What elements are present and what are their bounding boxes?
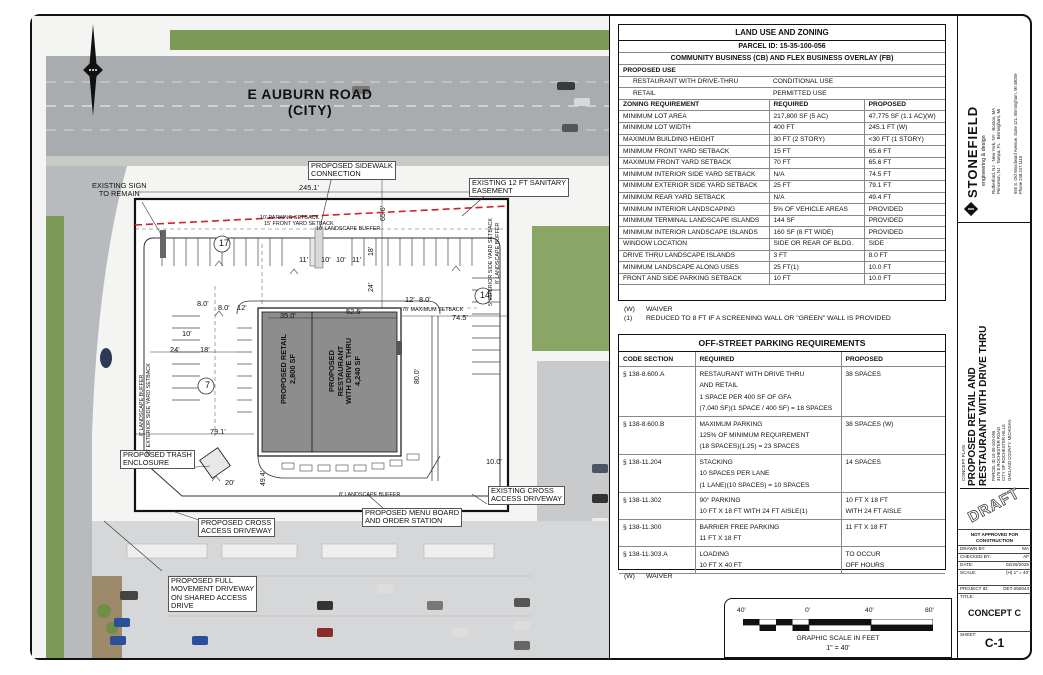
parking-required-line: (18 SPACES)(1.25) = 23 SPACES (699, 443, 800, 451)
use-name: RETAIL (619, 88, 769, 100)
zoning-cell: MINIMUM LOT WIDTH (619, 122, 769, 134)
project-info: PARCEL ID 15-35-100-056 3175 E ROCHESTER ROAD CITY OF ROCHESTER HILLS OAKLAND COUNTY, MICHIGAN (991, 419, 1012, 481)
parking-required (695, 417, 841, 455)
callout-proposed-full-movement: PROPOSED FULL MOVEMENT DRIVEWAY ON SHARED ACCESS DRIVE (168, 576, 257, 612)
zoning-cell: 3 FT (769, 250, 864, 262)
use-status: PERMITTED USE (769, 88, 945, 100)
zoning-cell: 15 FT (769, 146, 864, 158)
tb-field-value: DET-250044 (1003, 586, 1029, 591)
zoning-cell: SIDE (864, 238, 945, 250)
use-name: RESTAURANT WITH DRIVE-THRU (619, 76, 769, 88)
parking-row (619, 547, 945, 574)
zoning-cell: MINIMUM TERMINAL LANDSCAPE ISLANDS (619, 215, 769, 227)
title-block (957, 16, 1030, 658)
stall-count-east: 14 (480, 290, 491, 300)
parking-proposed-line: OFF HOURS (845, 562, 885, 569)
parking-required-line: LOADING (699, 550, 730, 558)
zoning-row (619, 227, 945, 239)
scale-bar (743, 619, 933, 631)
parking-note (624, 573, 673, 580)
zoning-row (619, 146, 945, 158)
zoning-cell: MINIMUM EXTERIOR SIDE YARD SETBACK (619, 180, 769, 192)
callout-proposed-trash: PROPOSED TRASH ENCLOSURE (120, 450, 195, 469)
note-text: WAIVER (646, 573, 673, 580)
parking-header-row (619, 352, 945, 367)
parking-header: REQUIRED (695, 352, 841, 367)
parking-proposed (841, 367, 945, 417)
parking-row (619, 417, 945, 455)
firm-sub: engineering & design (981, 135, 987, 186)
zoning-cell: 10.0 FT (864, 273, 945, 285)
tb-title-cell (958, 593, 1031, 631)
zoning-cell: 65.6 FT (864, 146, 945, 158)
zoning-row (619, 122, 945, 134)
setback-max: 70' MAXIMUM SETBACK (402, 307, 464, 313)
parking-requirements-table (618, 334, 946, 570)
callout-existing-easement: EXISTING 12 FT SANITARY EASEMENT (469, 178, 569, 197)
tb-field-drawn (958, 545, 1031, 552)
zoning-cell: 5% OF VEHICLE AREAS (769, 204, 864, 216)
firm-offices: Rutherford, NJ · New York, NY · Boston, MA Princeton, NJ · Tampa, FL · Birmingham, MI (991, 107, 1002, 194)
zoning-cell: 160 SF (8 FT WIDE) (769, 227, 864, 239)
note-key: (W) (624, 306, 635, 313)
use-row (619, 76, 945, 88)
tb-field-value: 02/26/2025 (1006, 562, 1029, 567)
zoning-cell: 8.0 FT (864, 250, 945, 262)
use-row (619, 88, 945, 100)
dim-12a: 12' (237, 303, 247, 312)
dim-bld-right: 52.5' (346, 307, 362, 316)
zoning-cell: 25 FT (769, 180, 864, 192)
zoning-cell: 245.1 FT (W) (864, 122, 945, 134)
parking-row (619, 493, 945, 520)
draft-stamp: DRAFT (965, 484, 1023, 527)
parking-proposed (841, 520, 945, 547)
zoning-row (619, 180, 945, 192)
plan-type: CONCEPT PLAN (961, 445, 966, 481)
setback-landscape-bottom: 8' LANDSCAPE BUFFER (339, 492, 401, 498)
setback-interior-side: 5' INTERIOR SIDE YARD SETBACK (488, 218, 494, 306)
setback-landscape-right: 8' LANDSCAPE BUFFER (495, 222, 501, 284)
stonefield-logo-icon (964, 202, 978, 216)
parking-code: § 138-11.302 (619, 493, 695, 520)
parking-code: § 138-11.303.A (619, 547, 695, 574)
zoning-cell: MAXIMUM FRONT YARD SETBACK (619, 157, 769, 169)
land-use-grid (619, 65, 945, 285)
callout-proposed-cross-access: PROPOSED CROSS ACCESS DRIVEWAY (198, 518, 275, 537)
zoning-cell: <30 FT (1 STORY) (864, 134, 945, 146)
land-use-district: COMMUNITY BUSINESS (CB) AND FLEX BUSINESS OVERLAY (FB) (619, 53, 945, 65)
note-text: WAIVER (646, 306, 673, 313)
zoning-row (619, 250, 945, 262)
parking-required-line: (1 LANE)(10 SPACES) = 10 SPACES (699, 481, 810, 489)
setback-front-yard: 15' FRONT YARD SETBACK (264, 221, 334, 227)
parking-required-line: 90° PARKING (699, 496, 741, 504)
tb-field-scale (958, 569, 1031, 576)
land-use-zoning-table (618, 24, 946, 301)
tb-field-project (958, 585, 1031, 592)
dim-74-5: 74.5' (452, 313, 468, 322)
road-name-line1: E AUBURN ROAD (247, 86, 373, 102)
building-retail-label: PROPOSED RETAIL 2,800 SF (279, 333, 297, 405)
building-restaurant-label: PROPOSED RESTAURANT WITH DRIVE THRU 4,240 SF (327, 337, 362, 405)
parking-required-line: 10 FT X 18 FT WITH 24 FT AISLE(1) (699, 508, 808, 516)
parking-required-line: MAXIMUM PARKING (699, 420, 763, 428)
zoning-cell: MAXIMUM BUILDING HEIGHT (619, 134, 769, 146)
site-plan (32, 16, 610, 658)
callout-proposed-menu-board: PROPOSED MENU BOARD AND ORDER STATION (362, 508, 462, 527)
dim-24b: 24' (170, 345, 180, 354)
parking-required (695, 455, 841, 493)
callout-proposed-sidewalk: PROPOSED SIDEWALK CONNECTION (308, 161, 396, 180)
zoning-row (619, 192, 945, 204)
land-use-parcel: PARCEL ID: 15-35-100-056 (619, 41, 945, 53)
scale-tick-0: 40' (737, 607, 746, 614)
parking-proposed (841, 493, 945, 520)
zoning-cell: 70 FT (769, 157, 864, 169)
setback-landscape-top: 10' LANDSCAPE BUFFER (316, 226, 381, 232)
dim-18b: 18' (200, 345, 210, 354)
parking-code: § 138-8.600.B (619, 417, 695, 455)
dim-65-6: 65.6' (380, 206, 387, 221)
zoning-cell: 49.4 FT (864, 192, 945, 204)
tb-field-label: PROJECT ID: (960, 586, 989, 591)
zoning-cell: WINDOW LOCATION (619, 238, 769, 250)
scale-label: GRAPHIC SCALE IN FEET (796, 635, 880, 642)
zoning-cell: PROVIDED (864, 215, 945, 227)
zoning-cell: 74.5 FT (864, 169, 945, 181)
parking-code: § 138-8.600.A (619, 367, 695, 417)
zoning-cell: PROVIDED (864, 227, 945, 239)
dim-10c: 10' (182, 329, 192, 338)
note-waiver (624, 305, 891, 314)
dim-bld-left: 35.0' (280, 311, 296, 320)
zoning-cell: MINIMUM INTERIOR LANDSCAPING (619, 204, 769, 216)
road-name-line2: (CITY) (287, 102, 333, 118)
parking-proposed-line: 11 FT X 18 FT (845, 523, 888, 531)
zoning-cell: 65.6 FT (864, 157, 945, 169)
dim-8c: 8.0' (419, 295, 431, 304)
dim-80: 80.0' (414, 369, 421, 384)
zoning-cell: 144 SF (769, 215, 864, 227)
stall-count-north: 17 (219, 238, 230, 248)
parking-required-line: (7,040 SF)(1 SPACE / 400 SF) = 18 SPACES (699, 405, 833, 413)
scale-tick-1: 0' (805, 607, 811, 614)
scale-tick-2: 40' (865, 607, 874, 614)
tb-field-value: MA (1022, 546, 1029, 551)
dim-12b: 12' (405, 295, 415, 304)
note-text: REDUCED TO 8 FT IF A SCREENING WALL OR "GREEN" WALL IS PROVIDED (646, 315, 891, 322)
parking-proposed-line: 38 SPACES (845, 370, 881, 378)
tb-field-value: (H) 1" = 40' (1005, 570, 1029, 575)
tb-sheet: C-1 (984, 636, 1005, 650)
zoning-row (619, 134, 945, 146)
zoning-cell: MINIMUM LANDSCAPE ALONG USES (619, 262, 769, 274)
parking-header: CODE SECTION (619, 352, 695, 367)
zoning-cell: 79.1 FT (864, 180, 945, 192)
draft-area (960, 484, 1029, 527)
parking-required-line: RESTAURANT WITH DRIVE THRU (699, 370, 805, 378)
parking-row (619, 520, 945, 547)
zoning-row (619, 273, 945, 285)
zoning-row (619, 262, 945, 274)
scale-tick-3: 80' (925, 607, 934, 614)
grass-field-east (532, 226, 610, 351)
parking-row (619, 367, 945, 417)
zoning-cell: PROVIDED (864, 204, 945, 216)
parking-required-line: 11 FT X 18 FT (699, 535, 742, 543)
land-use-title: LAND USE AND ZONING (619, 25, 945, 41)
parking-row (619, 455, 945, 493)
parking-proposed-line: 14 SPACES (845, 458, 881, 466)
zoning-cell: MINIMUM REAR YARD SETBACK (619, 192, 769, 204)
setback-landscape-left: 8' LANDSCAPE BUFFER (139, 374, 145, 436)
dim-20: 20' (225, 478, 235, 487)
callout-existing-cross-access: EXISTING CROSS ACCESS DRIVEWAY (488, 486, 565, 505)
parking-header: PROPOSED (841, 352, 945, 367)
parking-required-line: STACKING (699, 458, 733, 466)
dim-49-4: 49.4' (260, 471, 267, 486)
dim-10d: 10.0' (486, 457, 502, 466)
zoning-row (619, 157, 945, 169)
zoning-cell: MINIMUM INTERIOR SIDE YARD SETBACK (619, 169, 769, 181)
dim-79-1: 79.1' (210, 427, 226, 436)
parking-required-line: 125% OF MINIMUM REQUIREMENT (699, 431, 810, 439)
dim-top-width: 245.1' (299, 183, 319, 192)
tb-field-label: DRAWN BY: (960, 546, 986, 551)
zoning-cell: 47,775 SF (1.1 AC)(W) (864, 111, 945, 123)
parking-code: § 138-11.300 (619, 520, 695, 547)
dim-8a: 8.0' (197, 299, 209, 308)
dim-18a: 18' (368, 246, 375, 256)
note-key: (W) (624, 573, 635, 580)
parking-title: OFF-STREET PARKING REQUIREMENTS (619, 335, 945, 352)
not-approved: NOT APPROVED FOR CONSTRUCTION (958, 529, 1031, 543)
parking-code: § 138-11.204 (619, 455, 695, 493)
zoning-cell: MINIMUM FRONT YARD SETBACK (619, 146, 769, 158)
parking-required (695, 493, 841, 520)
parking-proposed (841, 547, 945, 574)
zoning-cell: 30 FT (2 STORY) (769, 134, 864, 146)
tb-field-checked (958, 553, 1031, 560)
zoning-cell: DRIVE THRU LANDSCAPE ISLANDS (619, 250, 769, 262)
zoning-row (619, 169, 945, 181)
zoning-cell: N/A (769, 169, 864, 181)
firm-address: 555 S. Old Woodward Avenue, Suite 12L, Birmingham, MI 48009 Phone 248.247.1115 (1013, 73, 1024, 194)
setback-exterior-side: 25' EXTERIOR SIDE YARD SETBACK (146, 363, 152, 456)
note-reduced (624, 314, 891, 323)
parking-required-line: 10 SPACES PER LANE (699, 470, 770, 478)
parking-proposed (841, 417, 945, 455)
zoning-cell: MINIMUM LOT AREA (619, 111, 769, 123)
zoning-cell: 217,800 SF (5 AC) (769, 111, 864, 123)
dim-11b: 11' (352, 255, 362, 264)
parking-proposed (841, 455, 945, 493)
zoning-header: PROPOSED (864, 99, 945, 111)
tb-title-label: TITLE: (960, 594, 974, 599)
tb-field-value: AF (1023, 554, 1029, 559)
parking-required (695, 367, 841, 417)
firm-name: STONEFIELD (965, 105, 980, 198)
parking-proposed-line: 38 SPACES (W) (845, 420, 894, 428)
dim-10a: 10' (321, 255, 331, 264)
proposed-use-label: PROPOSED USE (619, 65, 945, 76)
use-status: CONDITIONAL USE (769, 76, 945, 88)
parking-proposed-line: TO OCCUR (845, 550, 881, 558)
parking-required-line: AND RETAIL (699, 382, 738, 390)
zoning-row (619, 238, 945, 250)
zoning-cell: FRONT AND SIDE PARKING SETBACK (619, 273, 769, 285)
note-key: (1) (624, 315, 633, 322)
zoning-cell: 10.0 FT (864, 262, 945, 274)
tb-sheet-cell (958, 631, 1031, 658)
zoning-cell: 25 FT(1) (769, 262, 864, 274)
zoning-row (619, 215, 945, 227)
zoning-cell: SIDE OR REAR OF BLDG. (769, 238, 864, 250)
road-name (240, 86, 380, 118)
parking-proposed-line: 10 FT X 18 FT (845, 496, 888, 504)
parking-required (695, 547, 841, 574)
zoning-header: ZONING REQUIREMENT (619, 99, 769, 111)
zoning-cell: MINIMUM INTERIOR LANDSCAPE ISLANDS (619, 227, 769, 239)
tb-field-label: CHECKED BY: (960, 554, 991, 559)
zoning-header: REQUIRED (769, 99, 864, 111)
dim-24a: 24' (368, 282, 375, 292)
tb-field-date (958, 561, 1031, 568)
zoning-row (619, 111, 945, 123)
project-title: PROPOSED RETAIL AND RESTAURANT WITH DRIVE THRU (967, 325, 989, 486)
parking-required-line: 1 SPACE PER 400 SF OF GFA (699, 393, 792, 401)
setback-parking: 10' PARKING SETBACK (260, 215, 320, 221)
zoning-cell: 400 FT (769, 122, 864, 134)
tb-field-label: DATE: (960, 562, 974, 567)
dim-11a: 11' (299, 255, 309, 264)
graphic-scale (724, 598, 952, 658)
tb-field-label: SCALE: (960, 570, 977, 575)
zoning-cell: N/A (769, 192, 864, 204)
callout-existing-sign: EXISTING SIGN TO REMAIN (92, 181, 147, 199)
parking-grid (619, 352, 945, 574)
tb-sheet-label: SHEET: (960, 632, 977, 637)
parking-required-line: BARRIER FREE PARKING (699, 523, 780, 531)
zoning-header-row (619, 99, 945, 111)
parking-proposed-line: WITH 24 FT AISLE (845, 508, 902, 516)
scale-ratio: 1" = 40' (826, 645, 850, 652)
dim-8b: 8.0' (218, 303, 230, 312)
zoning-cell: 10 FT (769, 273, 864, 285)
land-use-notes (624, 305, 891, 323)
tb-title: CONCEPT C (967, 608, 1021, 618)
grass-strip-north (170, 30, 610, 50)
parking-required-line: 10 FT X 40 FT (699, 562, 742, 569)
north-arrow-icon (78, 22, 108, 118)
zoning-row (619, 204, 945, 216)
stall-count-west: 7 (205, 380, 211, 390)
dim-10b: 10' (336, 255, 346, 264)
parking-required (695, 520, 841, 547)
